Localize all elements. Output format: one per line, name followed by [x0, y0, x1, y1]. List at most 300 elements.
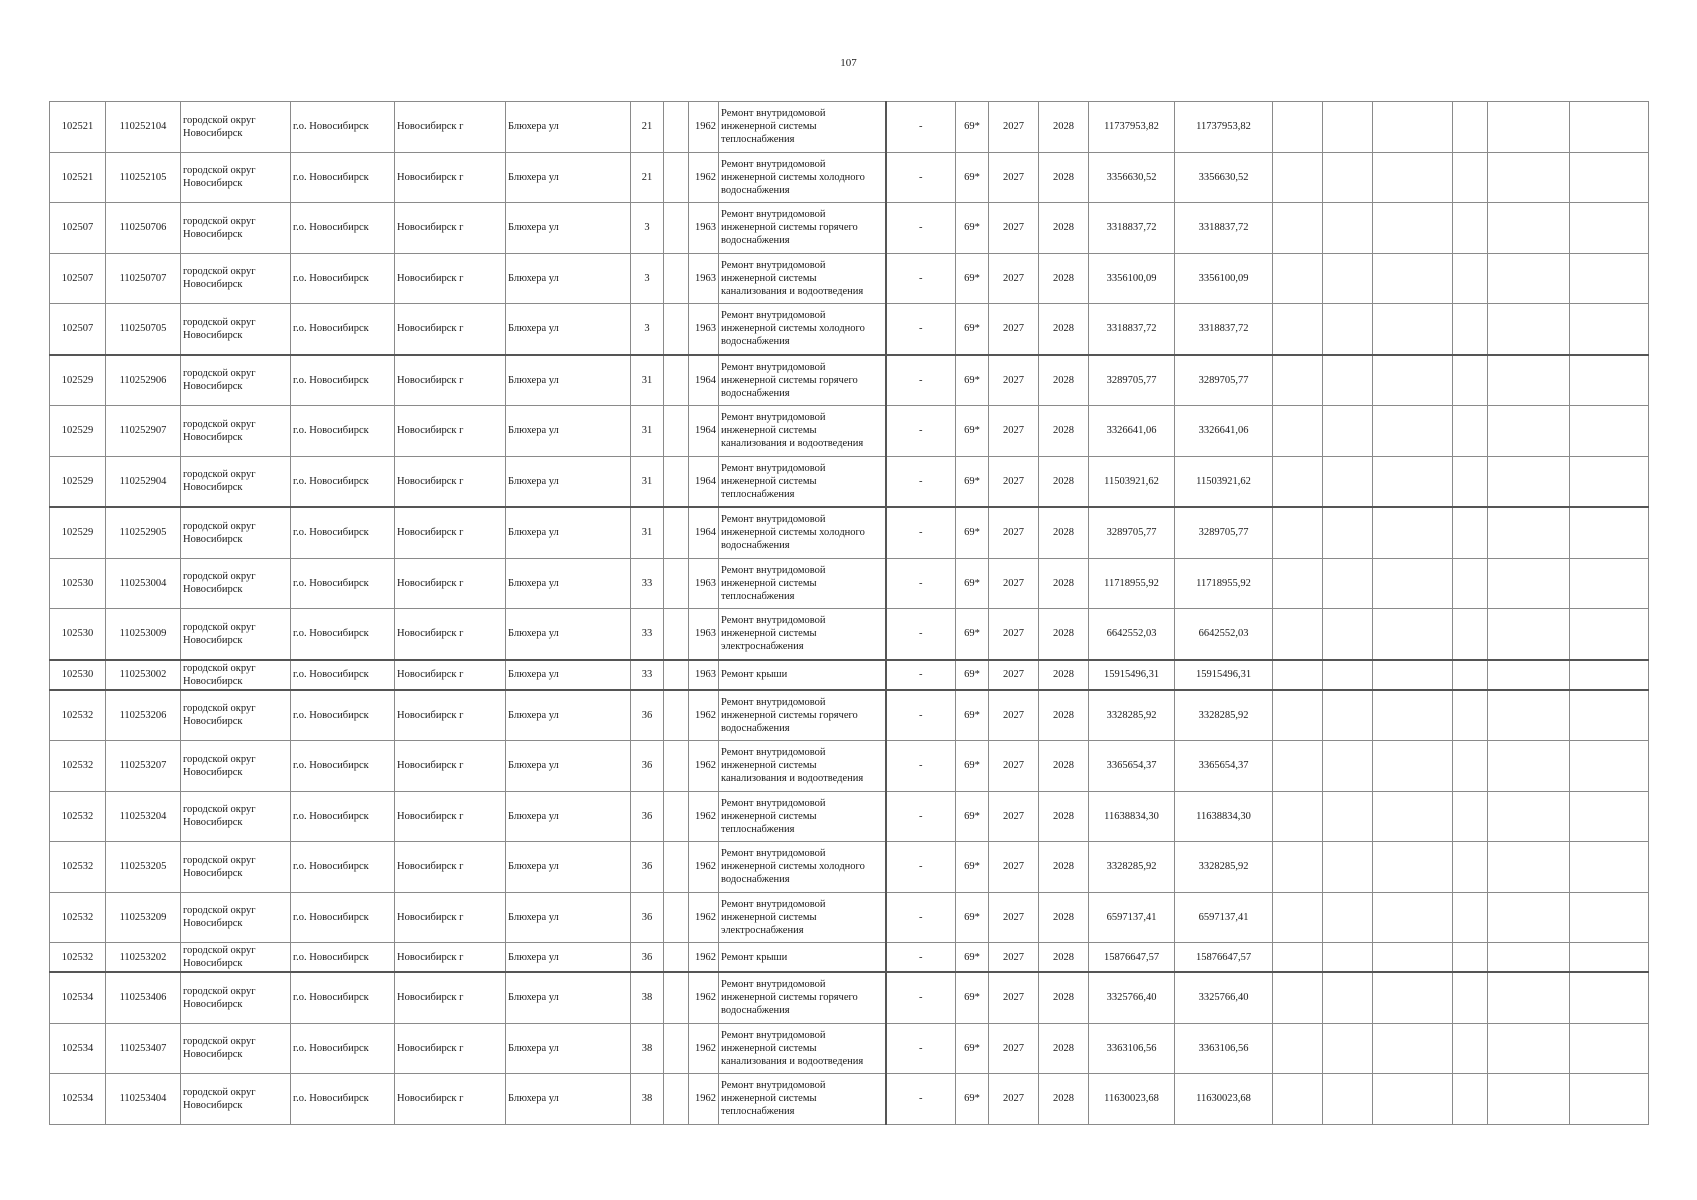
norm-value: 69* [956, 507, 989, 558]
empty-cell [1453, 690, 1488, 741]
cost-value: 3325766,40 [1089, 972, 1175, 1023]
building-number [664, 507, 689, 558]
street: Блюхера ул [506, 972, 631, 1023]
cost-value: 6597137,41 [1089, 892, 1175, 943]
empty-cell [1273, 842, 1323, 893]
house-number: 38 [631, 1074, 664, 1125]
year-start: 2027 [989, 152, 1039, 203]
street: Блюхера ул [506, 660, 631, 690]
year-end: 2028 [1039, 791, 1089, 842]
dash-cell: - [886, 304, 956, 355]
year-start: 2027 [989, 741, 1039, 792]
empty-cell [1488, 660, 1570, 690]
empty-cell [1488, 791, 1570, 842]
street: Блюхера ул [506, 741, 631, 792]
empty-cell [1323, 152, 1373, 203]
object-code: 110250705 [106, 304, 181, 355]
empty-cell [1373, 152, 1453, 203]
empty-cell [1273, 355, 1323, 406]
house-number: 36 [631, 892, 664, 943]
work-type: Ремонт внутридомовой инженерной системы горячего водоснабжения [719, 203, 886, 254]
object-code: 110253404 [106, 1074, 181, 1125]
norm-value: 69* [956, 943, 989, 973]
row-id: 102532 [50, 892, 106, 943]
building-number [664, 1023, 689, 1074]
norm-value: 69* [956, 690, 989, 741]
cost-value: 3363106,56 [1089, 1023, 1175, 1074]
year-end: 2028 [1039, 842, 1089, 893]
empty-cell [1570, 943, 1649, 973]
table-row [50, 660, 1649, 690]
row-id: 102529 [50, 406, 106, 457]
norm-value: 69* [956, 456, 989, 507]
municipality: г.о. Новосибирск [291, 203, 395, 254]
row-id: 102532 [50, 741, 106, 792]
work-type: Ремонт крыши [719, 660, 886, 690]
year-start: 2027 [989, 1074, 1039, 1125]
norm-value: 69* [956, 253, 989, 304]
empty-cell [1570, 507, 1649, 558]
total-value: 3325766,40 [1175, 972, 1273, 1023]
built-year: 1964 [689, 456, 719, 507]
empty-cell [1373, 842, 1453, 893]
district-name: городской округ Новосибирск [181, 609, 291, 660]
total-value: 3318837,72 [1175, 203, 1273, 254]
capital-repair-table [49, 101, 1649, 1125]
city: Новосибирск г [395, 741, 506, 792]
table-row [50, 355, 1649, 406]
municipality: г.о. Новосибирск [291, 304, 395, 355]
empty-cell [1453, 152, 1488, 203]
empty-cell [1570, 842, 1649, 893]
norm-value: 69* [956, 791, 989, 842]
building-number [664, 972, 689, 1023]
empty-cell [1570, 741, 1649, 792]
built-year: 1962 [689, 1023, 719, 1074]
norm-value: 69* [956, 203, 989, 254]
house-number: 36 [631, 943, 664, 973]
district-name: городской округ Новосибирск [181, 304, 291, 355]
empty-cell [1570, 690, 1649, 741]
work-type: Ремонт внутридомовой инженерной системы канализования и водоотведения [719, 406, 886, 457]
work-type: Ремонт внутридомовой инженерной системы канализования и водоотведения [719, 253, 886, 304]
cost-value: 3318837,72 [1089, 203, 1175, 254]
norm-value: 69* [956, 355, 989, 406]
empty-cell [1323, 558, 1373, 609]
empty-cell [1488, 507, 1570, 558]
empty-cell [1570, 609, 1649, 660]
work-type: Ремонт внутридомовой инженерной системы теплоснабжения [719, 456, 886, 507]
total-value: 3328285,92 [1175, 842, 1273, 893]
district-name: городской округ Новосибирск [181, 892, 291, 943]
empty-cell [1488, 842, 1570, 893]
building-number [664, 741, 689, 792]
object-code: 110252104 [106, 102, 181, 153]
house-number: 38 [631, 1023, 664, 1074]
city: Новосибирск г [395, 660, 506, 690]
city: Новосибирск г [395, 690, 506, 741]
built-year: 1964 [689, 355, 719, 406]
row-id: 102532 [50, 690, 106, 741]
street: Блюхера ул [506, 558, 631, 609]
row-id: 102532 [50, 842, 106, 893]
building-number [664, 609, 689, 660]
house-number: 38 [631, 972, 664, 1023]
row-id: 102521 [50, 102, 106, 153]
total-value: 11630023,68 [1175, 1074, 1273, 1125]
page-number: 107 [840, 57, 857, 69]
empty-cell [1570, 1074, 1649, 1125]
year-start: 2027 [989, 355, 1039, 406]
work-type: Ремонт внутридомовой инженерной системы холодного водоснабжения [719, 842, 886, 893]
year-end: 2028 [1039, 406, 1089, 457]
work-type: Ремонт внутридомовой инженерной системы горячего водоснабжения [719, 690, 886, 741]
year-start: 2027 [989, 558, 1039, 609]
norm-value: 69* [956, 152, 989, 203]
empty-cell [1570, 355, 1649, 406]
year-start: 2027 [989, 1023, 1039, 1074]
empty-cell [1570, 203, 1649, 254]
municipality: г.о. Новосибирск [291, 102, 395, 153]
empty-cell [1488, 1074, 1570, 1125]
object-code: 110253204 [106, 791, 181, 842]
empty-cell [1273, 1074, 1323, 1125]
total-value: 11718955,92 [1175, 558, 1273, 609]
empty-cell [1373, 892, 1453, 943]
empty-cell [1373, 406, 1453, 457]
cost-value: 15876647,57 [1089, 943, 1175, 973]
dash-cell: - [886, 456, 956, 507]
empty-cell [1273, 253, 1323, 304]
house-number: 3 [631, 304, 664, 355]
empty-cell [1373, 791, 1453, 842]
house-number: 3 [631, 253, 664, 304]
empty-cell [1373, 690, 1453, 741]
building-number [664, 355, 689, 406]
municipality: г.о. Новосибирск [291, 972, 395, 1023]
dash-cell: - [886, 406, 956, 457]
building-number [664, 660, 689, 690]
empty-cell [1273, 558, 1323, 609]
year-start: 2027 [989, 842, 1039, 893]
built-year: 1962 [689, 972, 719, 1023]
table-row [50, 1074, 1649, 1125]
house-number: 31 [631, 507, 664, 558]
norm-value: 69* [956, 102, 989, 153]
empty-cell [1570, 1023, 1649, 1074]
norm-value: 69* [956, 304, 989, 355]
building-number [664, 152, 689, 203]
work-type: Ремонт внутридомовой инженерной системы теплоснабжения [719, 791, 886, 842]
year-start: 2027 [989, 609, 1039, 660]
district-name: городской округ Новосибирск [181, 507, 291, 558]
empty-cell [1570, 558, 1649, 609]
empty-cell [1373, 609, 1453, 660]
street: Блюхера ул [506, 406, 631, 457]
built-year: 1963 [689, 558, 719, 609]
district-name: городской округ Новосибирск [181, 972, 291, 1023]
cost-value: 3328285,92 [1089, 690, 1175, 741]
municipality: г.о. Новосибирск [291, 943, 395, 973]
empty-cell [1273, 456, 1323, 507]
district-name: городской округ Новосибирск [181, 355, 291, 406]
row-id: 102507 [50, 253, 106, 304]
dash-cell: - [886, 842, 956, 893]
empty-cell [1570, 406, 1649, 457]
empty-cell [1323, 609, 1373, 660]
empty-cell [1570, 791, 1649, 842]
dash-cell: - [886, 690, 956, 741]
table-row [50, 203, 1649, 254]
empty-cell [1373, 558, 1453, 609]
cost-value: 11737953,82 [1089, 102, 1175, 153]
norm-value: 69* [956, 892, 989, 943]
year-end: 2028 [1039, 609, 1089, 660]
total-value: 3289705,77 [1175, 507, 1273, 558]
city: Новосибирск г [395, 892, 506, 943]
empty-cell [1323, 203, 1373, 254]
house-number: 31 [631, 355, 664, 406]
total-value: 11503921,62 [1175, 456, 1273, 507]
empty-cell [1488, 943, 1570, 973]
empty-cell [1488, 1023, 1570, 1074]
empty-cell [1323, 972, 1373, 1023]
empty-cell [1453, 253, 1488, 304]
work-type: Ремонт внутридомовой инженерной системы теплоснабжения [719, 558, 886, 609]
norm-value: 69* [956, 660, 989, 690]
city: Новосибирск г [395, 304, 506, 355]
empty-cell [1273, 690, 1323, 741]
year-end: 2028 [1039, 507, 1089, 558]
city: Новосибирск г [395, 507, 506, 558]
empty-cell [1453, 791, 1488, 842]
city: Новосибирск г [395, 842, 506, 893]
norm-value: 69* [956, 1023, 989, 1074]
norm-value: 69* [956, 406, 989, 457]
built-year: 1962 [689, 791, 719, 842]
dash-cell: - [886, 791, 956, 842]
municipality: г.о. Новосибирск [291, 406, 395, 457]
municipality: г.о. Новосибирск [291, 892, 395, 943]
total-value: 3326641,06 [1175, 406, 1273, 457]
city: Новосибирск г [395, 102, 506, 153]
empty-cell [1273, 791, 1323, 842]
empty-cell [1323, 690, 1373, 741]
object-code: 110252907 [106, 406, 181, 457]
cost-value: 15915496,31 [1089, 660, 1175, 690]
empty-cell [1323, 456, 1373, 507]
empty-cell [1570, 892, 1649, 943]
object-code: 110253406 [106, 972, 181, 1023]
object-code: 110252105 [106, 152, 181, 203]
empty-cell [1488, 690, 1570, 741]
row-id: 102507 [50, 304, 106, 355]
dash-cell: - [886, 152, 956, 203]
municipality: г.о. Новосибирск [291, 1023, 395, 1074]
empty-cell [1488, 406, 1570, 457]
work-type: Ремонт внутридомовой инженерной системы холодного водоснабжения [719, 304, 886, 355]
cost-value: 3356100,09 [1089, 253, 1175, 304]
work-type: Ремонт внутридомовой инженерной системы горячего водоснабжения [719, 972, 886, 1023]
empty-cell [1273, 304, 1323, 355]
empty-cell [1453, 741, 1488, 792]
municipality: г.о. Новосибирск [291, 507, 395, 558]
dash-cell: - [886, 102, 956, 153]
street: Блюхера ул [506, 1074, 631, 1125]
street: Блюхера ул [506, 102, 631, 153]
year-start: 2027 [989, 507, 1039, 558]
year-start: 2027 [989, 972, 1039, 1023]
district-name: городской округ Новосибирск [181, 791, 291, 842]
cost-value: 3356630,52 [1089, 152, 1175, 203]
year-end: 2028 [1039, 558, 1089, 609]
empty-cell [1453, 507, 1488, 558]
district-name: городской округ Новосибирск [181, 102, 291, 153]
empty-cell [1488, 456, 1570, 507]
total-value: 6642552,03 [1175, 609, 1273, 660]
row-id: 102530 [50, 558, 106, 609]
total-value: 15915496,31 [1175, 660, 1273, 690]
building-number [664, 558, 689, 609]
city: Новосибирск г [395, 558, 506, 609]
dash-cell: - [886, 1074, 956, 1125]
empty-cell [1273, 609, 1323, 660]
city: Новосибирск г [395, 152, 506, 203]
city: Новосибирск г [395, 1074, 506, 1125]
table-row [50, 102, 1649, 153]
empty-cell [1273, 507, 1323, 558]
empty-cell [1488, 558, 1570, 609]
year-end: 2028 [1039, 355, 1089, 406]
district-name: городской округ Новосибирск [181, 741, 291, 792]
object-code: 110252906 [106, 355, 181, 406]
street: Блюхера ул [506, 203, 631, 254]
object-code: 110253004 [106, 558, 181, 609]
built-year: 1963 [689, 304, 719, 355]
table-row [50, 972, 1649, 1023]
empty-cell [1323, 102, 1373, 153]
house-number: 31 [631, 406, 664, 457]
city: Новосибирск г [395, 355, 506, 406]
norm-value: 69* [956, 609, 989, 660]
district-name: городской округ Новосибирск [181, 203, 291, 254]
norm-value: 69* [956, 1074, 989, 1125]
city: Новосибирск г [395, 609, 506, 660]
year-end: 2028 [1039, 304, 1089, 355]
total-value: 3363106,56 [1175, 1023, 1273, 1074]
district-name: городской округ Новосибирск [181, 1074, 291, 1125]
empty-cell [1453, 456, 1488, 507]
work-type: Ремонт внутридомовой инженерной системы холодного водоснабжения [719, 152, 886, 203]
building-number [664, 456, 689, 507]
row-id: 102529 [50, 456, 106, 507]
municipality: г.о. Новосибирск [291, 456, 395, 507]
street: Блюхера ул [506, 892, 631, 943]
table-row [50, 609, 1649, 660]
empty-cell [1453, 609, 1488, 660]
table-row [50, 842, 1649, 893]
empty-cell [1323, 791, 1373, 842]
built-year: 1962 [689, 842, 719, 893]
row-id: 102521 [50, 152, 106, 203]
empty-cell [1453, 943, 1488, 973]
built-year: 1964 [689, 406, 719, 457]
object-code: 110253209 [106, 892, 181, 943]
table-body [50, 102, 1649, 1125]
empty-cell [1323, 892, 1373, 943]
total-value: 3365654,37 [1175, 741, 1273, 792]
building-number [664, 304, 689, 355]
municipality: г.о. Новосибирск [291, 152, 395, 203]
year-end: 2028 [1039, 741, 1089, 792]
empty-cell [1323, 943, 1373, 973]
municipality: г.о. Новосибирск [291, 1074, 395, 1125]
work-type: Ремонт внутридомовой инженерной системы канализования и водоотведения [719, 741, 886, 792]
table-row [50, 456, 1649, 507]
building-number [664, 253, 689, 304]
year-end: 2028 [1039, 152, 1089, 203]
built-year: 1963 [689, 660, 719, 690]
street: Блюхера ул [506, 943, 631, 973]
dash-cell: - [886, 1023, 956, 1074]
building-number [664, 690, 689, 741]
municipality: г.о. Новосибирск [291, 660, 395, 690]
empty-cell [1488, 152, 1570, 203]
total-value: 3318837,72 [1175, 304, 1273, 355]
empty-cell [1273, 741, 1323, 792]
total-value: 3356630,52 [1175, 152, 1273, 203]
empty-cell [1453, 203, 1488, 254]
municipality: г.о. Новосибирск [291, 690, 395, 741]
dash-cell: - [886, 253, 956, 304]
empty-cell [1323, 406, 1373, 457]
row-id: 102529 [50, 355, 106, 406]
building-number [664, 791, 689, 842]
year-end: 2028 [1039, 456, 1089, 507]
empty-cell [1373, 943, 1453, 973]
house-number: 36 [631, 690, 664, 741]
work-type: Ремонт внутридомовой инженерной системы теплоснабжения [719, 1074, 886, 1125]
district-name: городской округ Новосибирск [181, 253, 291, 304]
district-name: городской округ Новосибирск [181, 456, 291, 507]
empty-cell [1488, 741, 1570, 792]
work-type: Ремонт внутридомовой инженерной системы теплоснабжения [719, 102, 886, 153]
empty-cell [1453, 1023, 1488, 1074]
total-value: 11737953,82 [1175, 102, 1273, 153]
building-number [664, 842, 689, 893]
empty-cell [1453, 304, 1488, 355]
city: Новосибирск г [395, 943, 506, 973]
empty-cell [1488, 972, 1570, 1023]
empty-cell [1273, 972, 1323, 1023]
house-number: 31 [631, 456, 664, 507]
built-year: 1962 [689, 741, 719, 792]
cost-value: 3328285,92 [1089, 842, 1175, 893]
year-end: 2028 [1039, 253, 1089, 304]
dash-cell: - [886, 609, 956, 660]
building-number [664, 892, 689, 943]
street: Блюхера ул [506, 456, 631, 507]
built-year: 1962 [689, 892, 719, 943]
row-id: 102534 [50, 1074, 106, 1125]
street: Блюхера ул [506, 1023, 631, 1074]
built-year: 1963 [689, 609, 719, 660]
empty-cell [1570, 152, 1649, 203]
street: Блюхера ул [506, 507, 631, 558]
year-start: 2027 [989, 456, 1039, 507]
year-start: 2027 [989, 660, 1039, 690]
empty-cell [1373, 972, 1453, 1023]
